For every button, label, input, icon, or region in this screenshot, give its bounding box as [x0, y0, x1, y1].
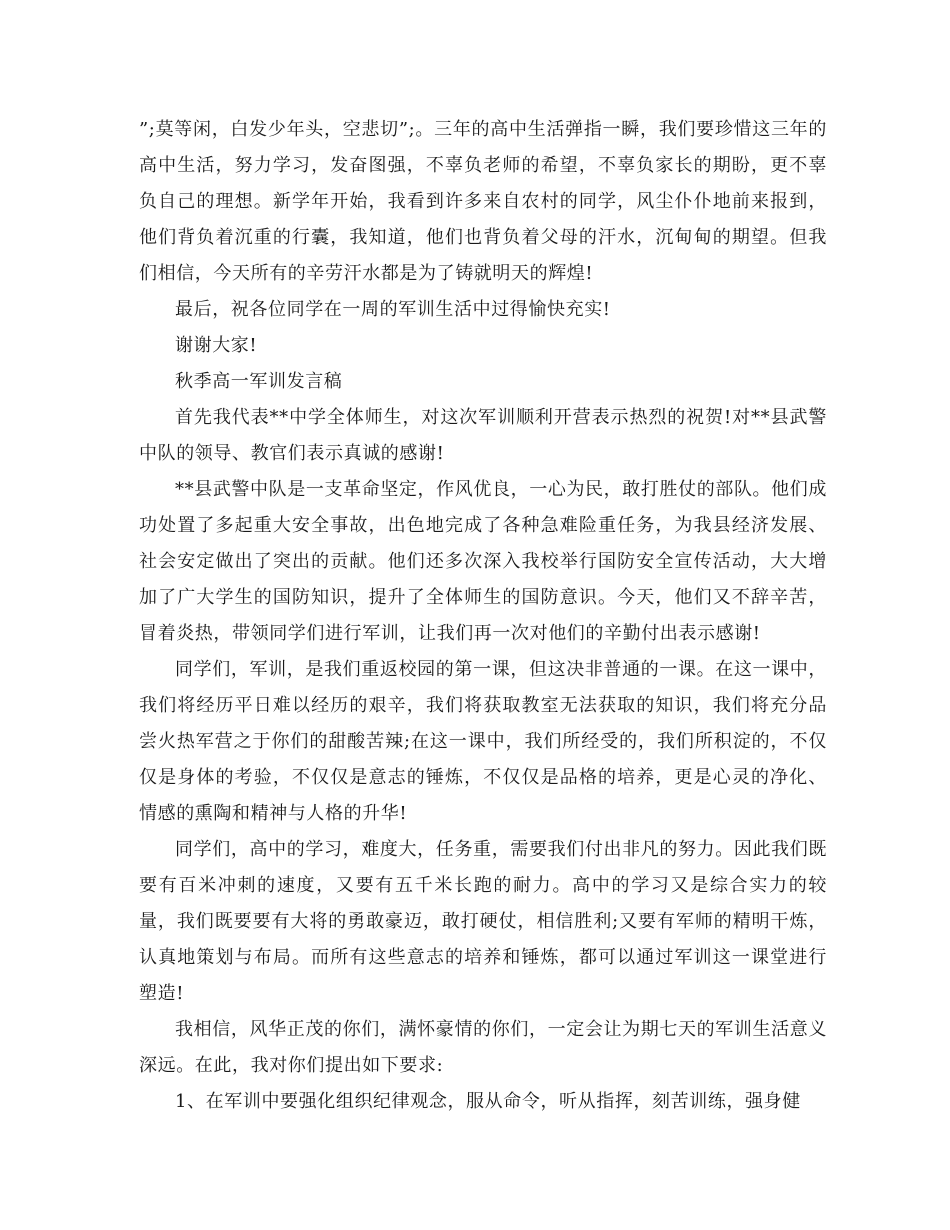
paragraph-7: 同学们，军训，是我们重返校园的第一课，但这决非普通的一课。在这一课中，我们将经历平日难以经历的艰辛，我们将获取教室无法获取的知识，我们将充分品尝火热军营之于你们的甜酸苦辣;在这一课中，我们所经受的，我们所积淀的，不仅仅是身体的考验，不仅仅是意志的锤炼，不仅仅是品格的培养，更是心灵的净化、情感的熏陶和精神与人格的升华!: [139, 659, 827, 824]
document-body: [139, 112, 827, 1120]
paragraph-5: 首先我代表**中学全体师生，对这次军训顺利开营表示热烈的祝贺!对**县武警中队的领导、教官们表示真诚的感谢!: [139, 407, 827, 464]
paragraph-1: ”;莫等闲，白发少年头，空悲切”;。三年的高中生活弹指一瞬，我们要珍惜这三年的高中生活，努力学习，发奋图强，不辜负老师的希望，不辜负家长的期盼，更不辜负自己的理想。新学年开始，我看到许多来自农村的同学，风尘仆仆地前来报到，他们背负着沉重的行囊，我知道，他们也背负着父母的汗水，沉甸甸的期望。但我们相信，今天所有的辛劳汗水都是为了铸就明天的辉煌!: [139, 119, 827, 284]
paragraph-6: **县武警中队是一支革命坚定，作风优良，一心为民，敢打胜仗的部队。他们成功处置了多起重大安全事故，出色地完成了各种急难险重任务，为我县经济发展、社会安定做出了突出的贡献。他们还多次深入我校举行国防安全宣传活动，大大增加了广大学生的国防知识，提升了全体师生的国防意识。今天，他们又不辞辛苦，冒着炎热，带领同学们进行军训，让我们再一次对他们的辛勤付出表示感谢!: [139, 479, 827, 644]
section-title: 秋季高一军训发言稿: [175, 371, 343, 392]
paragraph-8: 同学们，高中的学习，难度大，任务重，需要我们付出非凡的努力。因此我们既要有百米冲刺的速度，又要有五千米长跑的耐力。高中的学习又是综合实力的较量，我们既要要有大将的勇敢豪迈，敢打硬仗，相信胜利;又要有军师的精明干炼，认真地策划与布局。而所有这些意志的培养和锤炼，都可以通过军训这一课堂进行塑造!: [139, 839, 827, 1004]
paragraph-3: 谢谢大家!: [175, 335, 258, 356]
paragraph-10: 1、在军训中要强化组织纪律观念，服从命令，听从指挥，刻苦训练，强身健: [175, 1091, 801, 1112]
paragraph-2: 最后，祝各位同学在一周的军训生活中过得愉快充实!: [175, 299, 611, 320]
paragraph-9: 我相信，风华正茂的你们，满怀豪情的你们，一定会让为期七天的军训生活意义深远。在此，我对你们提出如下要求:: [139, 1019, 827, 1076]
